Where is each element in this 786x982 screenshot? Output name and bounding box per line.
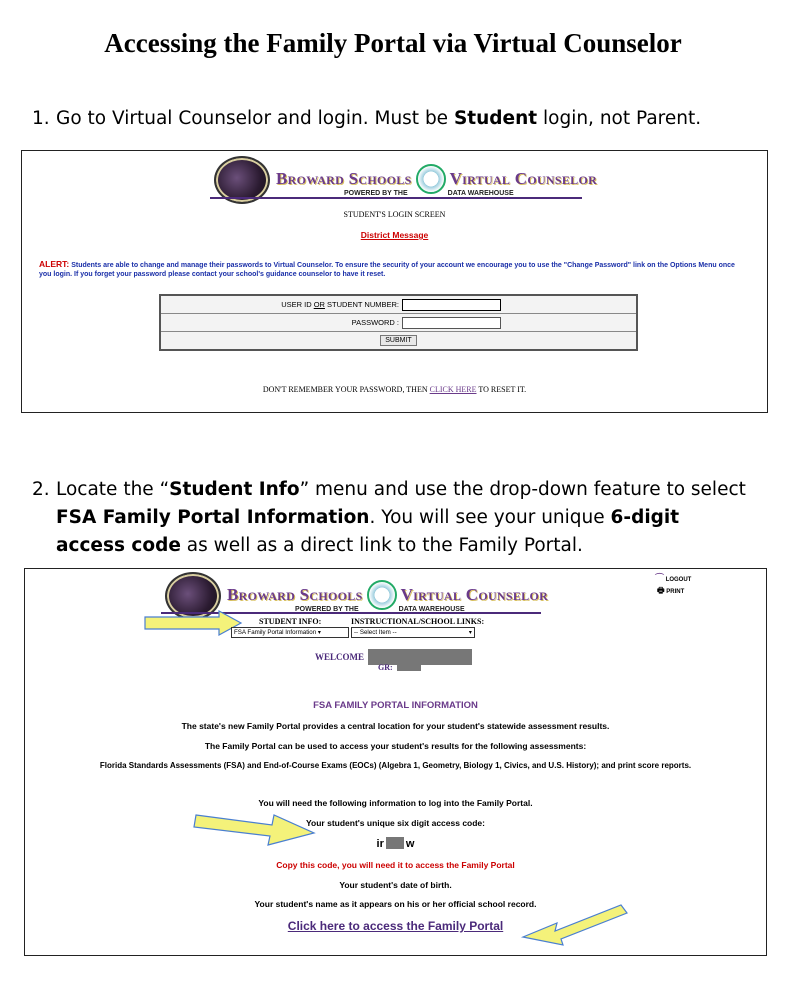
- fsa-line-2: The Family Portal can be used to access your student's results for the following assessments:: [204, 741, 587, 751]
- student-info-label: STUDENT INFO:: [259, 617, 322, 626]
- instructional-select[interactable]: -- Select Item -- ▾: [351, 627, 475, 638]
- submit-button[interactable]: SUBMIT: [380, 335, 416, 346]
- password-input[interactable]: [402, 317, 501, 329]
- fsa-line-3: Florida Standards Assessments (FSA) and End-of-Course Exams (EOCs) (Algebra 1, Geometry, Biology 1, Civics, and U.S. History); and print score reports.: [99, 761, 692, 770]
- banner-rule: [210, 197, 582, 199]
- family-portal-link[interactable]: Click here to access the Family Portal: [287, 919, 504, 933]
- powered-by: POWERED BY THE: [295, 605, 359, 613]
- step-1: [32, 105, 752, 133]
- brand-broward: Broward Schools: [276, 168, 412, 188]
- step-number: 1.: [32, 108, 50, 129]
- logout-icon: ⌒: [655, 573, 665, 583]
- access-code: [25, 837, 766, 850]
- printer-icon: 🖶: [657, 586, 665, 595]
- forgot-password: DON'T REMEMBER YOUR PASSWORD, THEN CLICK HERE TO RESET IT.: [262, 385, 527, 394]
- county-seal-icon: [367, 580, 397, 610]
- student-info-select[interactable]: FSA Family Portal Information ▾: [231, 627, 349, 638]
- document-title: Accessing the Family Portal via Virtual Counselor: [104, 28, 682, 58]
- name-line: Your student's name as it appears on his or her official school record.: [254, 899, 537, 909]
- highlight-arrow-link: [517, 899, 629, 949]
- step-text: Locate the “Student Info” menu and use the drop-down feature to select FSA Family Portal Information. You will see your unique 6-digit access code as well as a direct link to the Family Portal.: [56, 479, 746, 556]
- password-label: PASSWORD :: [351, 318, 399, 327]
- login-form: [159, 294, 638, 351]
- login-screenshot: [21, 150, 768, 413]
- data-warehouse: DATA WAREHOUSE: [398, 605, 465, 613]
- fsa-heading: FSA FAMILY PORTAL INFORMATION: [313, 700, 478, 711]
- powered-by: POWERED BY THE: [344, 189, 408, 197]
- county-seal-icon: [416, 164, 446, 194]
- alert-box: [39, 260, 744, 279]
- redacted-grade: [397, 662, 421, 671]
- district-message-link[interactable]: District Message: [360, 230, 429, 240]
- reset-password-link[interactable]: CLICK HERE: [429, 385, 477, 394]
- need-info-line: You will need the following information to log into the Family Portal.: [258, 798, 533, 808]
- copy-warning: Copy this code, you will need it to access the Family Portal: [276, 860, 515, 870]
- user-id-row: [161, 296, 636, 314]
- submit-row: [161, 332, 636, 349]
- dob-line: Your student's date of birth.: [339, 880, 452, 890]
- step-number: 2.: [32, 479, 50, 500]
- user-id-label: USER ID OR STUDENT NUMBER:: [281, 300, 399, 309]
- redacted-code: [386, 837, 404, 849]
- alert-label: ALERT:: [39, 259, 70, 269]
- grade-label: GR:: [378, 663, 393, 672]
- brand-broward: Broward Schools: [227, 584, 363, 604]
- portal-screenshot: [24, 568, 767, 956]
- instructional-label: INSTRUCTIONAL/SCHOOL LINKS:: [351, 617, 485, 626]
- print-link[interactable]: 🖶 PRINT: [657, 586, 685, 595]
- alert-text: Students are able to change and manage their passwords to Virtual Counselor. To ensure the security of your account we encourage you to use the "Change Password" link on the Options Menu once you login. If you forget your password please contact your school's guidance counselor to have it reset.: [39, 262, 735, 278]
- code-label: Your student's unique six digit access code:: [306, 818, 485, 828]
- logout-link[interactable]: ⌒ LOGOUT: [655, 573, 692, 583]
- login-screen-title: STUDENT'S LOGIN SCREEN: [343, 210, 446, 219]
- password-row: [161, 314, 636, 332]
- brand-virtual-counselor: Virtual Counselor: [449, 168, 598, 188]
- step-2: [32, 476, 752, 560]
- brand-virtual-counselor: Virtual Counselor: [400, 584, 549, 604]
- step-text: Go to Virtual Counselor and login. Must be Student login, not Parent.: [56, 108, 702, 129]
- user-id-input[interactable]: [402, 299, 501, 311]
- data-warehouse: DATA WAREHOUSE: [447, 189, 514, 197]
- fsa-line-1: The state's new Family Portal provides a central location for your student's statewide assessment results.: [181, 721, 610, 731]
- access-code-end: w: [405, 838, 415, 850]
- welcome-label: WELCOME: [315, 652, 365, 662]
- highlight-arrow-right: [143, 610, 243, 636]
- access-code-start: ir: [376, 838, 384, 850]
